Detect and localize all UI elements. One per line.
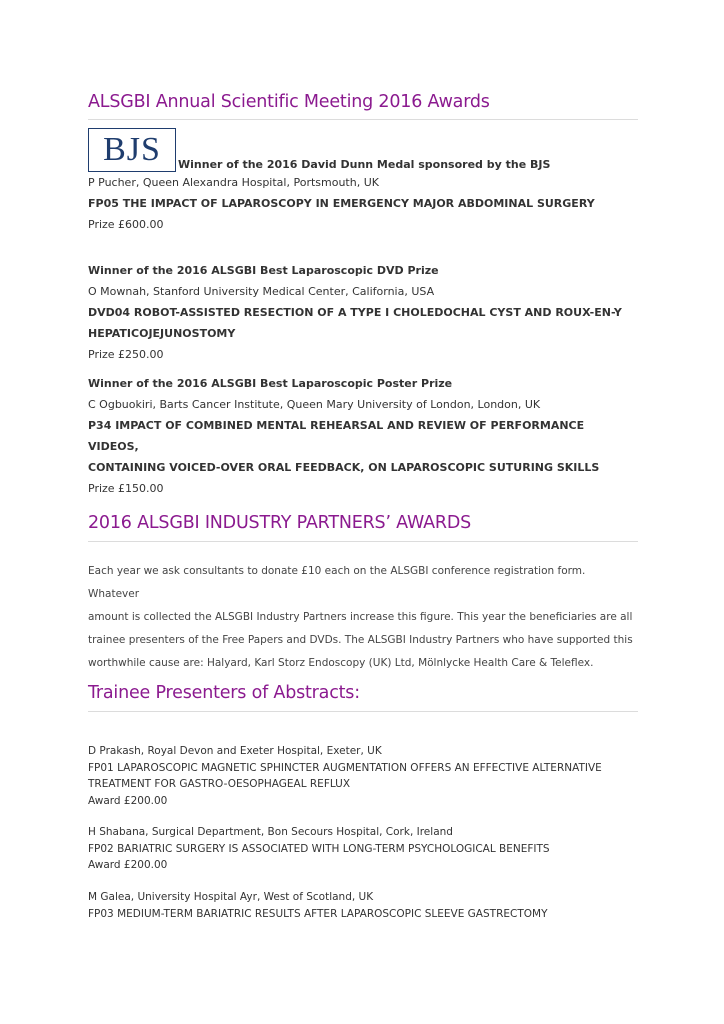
paragraph-line: worthwhile cause are: Halyard, Karl Storz Endoscopy (UK) Ltd, Mölnlycke Health Care & Teleflex. xyxy=(88,657,594,669)
award-dunn-medal xyxy=(88,128,638,235)
trainee-paper-line-1: FP02 BARIATRIC SURGERY IS ASSOCIATED WITH LONG-TERM PSYCHOLOGICAL BENEFITS xyxy=(88,842,550,855)
trainee-author: D Prakash, Royal Devon and Exeter Hospital, Exeter, UK xyxy=(88,745,382,757)
award-prize: Prize £600.00 xyxy=(88,218,164,231)
paragraph-line: amount is collected the ALSGBI Industry Partners increase this figure. This year the beneficiaries are all xyxy=(88,611,633,623)
page-title: ALSGBI Annual Scientific Meeting 2016 Awards xyxy=(88,92,490,112)
paragraph-line: trainee presenters of the Free Papers and DVDs. The ALSGBI Industry Partners who have supported this xyxy=(88,634,633,646)
bjs-logo: BJS xyxy=(88,128,176,172)
award-author: O Mownah, Stanford University Medical Center, California, USA xyxy=(88,285,435,298)
award-paper-title-line-2: HEPATICOJEJUNOSTOMY xyxy=(88,327,236,340)
award-heading: Winner of the 2016 David Dunn Medal sponsored by the BJS xyxy=(178,158,551,171)
trainee-author: M Galea, University Hospital Ayr, West of Scotland, UK xyxy=(88,891,374,903)
award-author: C Ogbuokiri, Barts Cancer Institute, Queen Mary University of London, London, UK xyxy=(88,398,541,411)
award-heading: Winner of the 2016 ALSGBI Best Laparoscopic DVD Prize xyxy=(88,264,439,277)
award-paper-title-line-1: P34 IMPACT OF COMBINED MENTAL REHEARSAL AND REVIEW OF PERFORMANCE VIDEOS, xyxy=(88,419,585,453)
trainees-section-title: Trainee Presenters of Abstracts: xyxy=(88,683,360,703)
award-paper-title: FP05 THE IMPACT OF LAPAROSCOPY IN EMERGENCY MAJOR ABDOMINAL SURGERY xyxy=(88,197,595,210)
title-divider xyxy=(88,119,638,120)
award-heading-line xyxy=(88,128,638,172)
trainee-paper-line-1: FP01 LAPAROSCOPIC MAGNETIC SPHINCTER AUGMENTATION OFFERS AN EFFECTIVE ALTERNATIVE xyxy=(88,761,602,774)
award-prize: Prize £250.00 xyxy=(88,348,164,361)
trainee-paper-line-1: FP03 MEDIUM-TERM BARIATRIC RESULTS AFTER LAPAROSCOPIC SLEEVE GASTRECTOMY xyxy=(88,907,548,920)
award-paper-title-line-2: CONTAINING VOICED-OVER ORAL FEEDBACK, ON LAPAROSCOPIC SUTURING SKILLS xyxy=(88,461,600,474)
award-heading: Winner of the 2016 ALSGBI Best Laparoscopic Poster Prize xyxy=(88,377,453,390)
trainee-author: H Shabana, Surgical Department, Bon Secours Hospital, Cork, Ireland xyxy=(88,826,453,838)
trainee-award: Award £200.00 xyxy=(88,859,168,871)
paragraph-line: Each year we ask consultants to donate £10 each on the ALSGBI conference registration form. Whatever xyxy=(88,565,586,600)
trainee-award: Award £200.00 xyxy=(88,794,168,807)
award-poster-prize xyxy=(88,373,638,499)
industry-section-title: 2016 ALSGBI INDUSTRY PARTNERS’ AWARDS xyxy=(88,513,472,533)
industry-paragraph xyxy=(88,560,638,675)
trainee-entry xyxy=(88,743,648,809)
award-prize: Prize £150.00 xyxy=(88,482,164,495)
trainee-entry xyxy=(88,889,648,922)
award-dvd-prize xyxy=(88,260,638,365)
award-paper-title-line-1: DVD04 ROBOT-ASSISTED RESECTION OF A TYPE I CHOLEDOCHAL CYST AND ROUX-EN-Y xyxy=(88,306,622,319)
trainee-entry xyxy=(88,824,648,874)
trainee-paper-line-2: TREATMENT FOR GASTRO-OESOPHAGEAL REFLUX xyxy=(88,778,351,790)
industry-divider xyxy=(88,541,638,542)
award-author: P Pucher, Queen Alexandra Hospital, Portsmouth, UK xyxy=(88,176,379,189)
trainees-divider xyxy=(88,711,638,712)
